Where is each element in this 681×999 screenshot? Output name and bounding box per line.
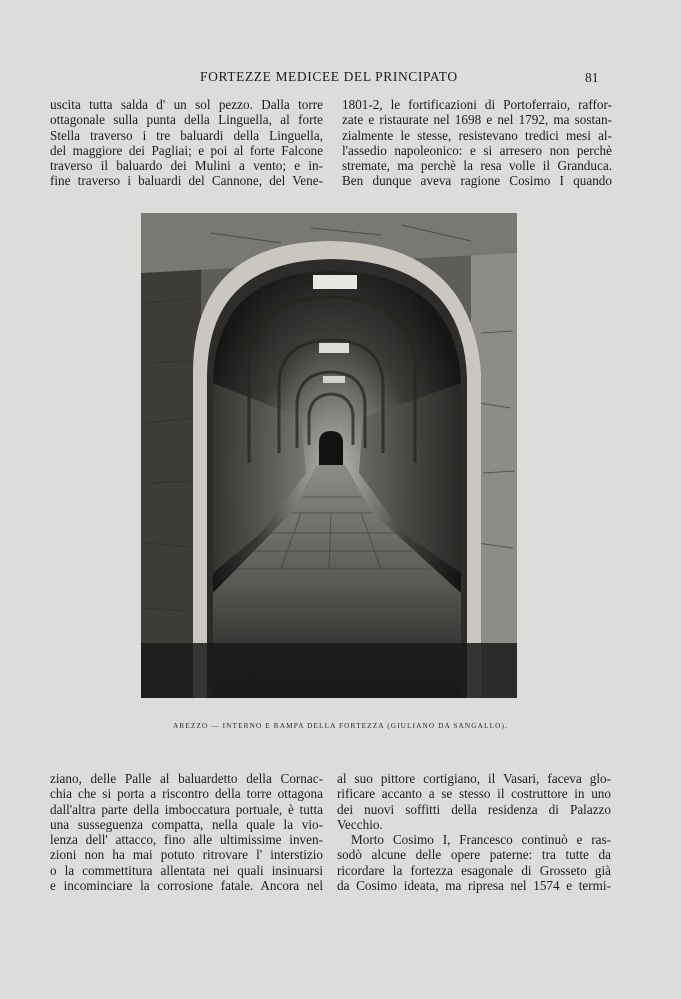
figure-caption: AREZZO — INTERNO E RAMPA DELLA FORTEZZA (GIULIANO DA SANGALLO). — [173, 721, 508, 730]
text-line: Ben dunque aveva ragione Cosimo I quando — [342, 173, 612, 189]
text-line: stremate, ma perchè la resa volle il Granduca. — [342, 158, 612, 174]
text-column-bottom-left — [50, 771, 323, 893]
text-column-top-left — [50, 97, 323, 189]
text-line: Morto Cosimo I, Francesco continuò e ras- — [351, 832, 611, 848]
text-line: fine traverso i baluardi del Cannone, del Vene- — [50, 173, 323, 189]
text-line: zioni non ha mai potuto ritrovare l' interstizio — [50, 847, 323, 863]
fortress-interior-photo — [141, 213, 517, 698]
text-line: e incominciare la corrosione fatale. Ancora nel — [50, 878, 323, 894]
text-line: ottagonale sulla punta della Linguella, al forte — [50, 112, 323, 128]
text-column-top-right — [342, 97, 612, 189]
text-line: o la commettitura allentata nei quali insinuarsi — [50, 862, 323, 878]
text-line: traverso il baluardo dei Mulini a vento; e in- — [50, 158, 323, 174]
running-title: FORTEZZE MEDICEE DEL PRINCIPATO — [200, 69, 458, 84]
text-line: zate e ristaurate nel 1698 e nel 1792, ma sostan- — [342, 112, 612, 128]
text-line: l'assedio napoleonico: e si arresero non perchè — [342, 142, 612, 158]
page-number: 81 — [585, 70, 599, 85]
text-line: lenza dell' attacco, fino alle ultimissime inven- — [50, 832, 323, 848]
text-line: da Cosimo ideata, ma ripresa nel 1574 e termi- — [337, 878, 611, 894]
text-line: zialmente le stesse, resistevano tredici mesi al- — [342, 127, 612, 143]
text-line: una susseguenza compatta, nella quale la vio- — [50, 816, 323, 832]
text-line: 1801-2, le fortificazioni di Portoferraio, raffor- — [342, 97, 612, 112]
text-line: ricordare la fortezza esagonale di Grosseto già — [337, 862, 611, 878]
text-line: del maggiore dei Pagliai; e poi al forte Falcone — [50, 142, 323, 158]
text-line: dei nuovi soffitti della residenza di Palazzo — [337, 801, 611, 817]
photo-illustration — [141, 213, 517, 698]
text-line: dall'altra parte della imboccatura portuale, è tutta — [50, 801, 323, 817]
text-line: rificare accanto a se stesso il costruttore in uno — [337, 786, 611, 802]
text-line: ziano, delle Palle al baluardetto della Cornac- — [50, 771, 323, 786]
text-column-bottom-right — [337, 771, 611, 893]
text-line: al suo pittore cortigiano, il Vasari, faceva glo- — [337, 771, 611, 786]
text-line: chia che si porta a riscontro della torre ottagona — [50, 786, 323, 802]
text-line: Vecchio. — [337, 816, 383, 832]
text-line: Stella traverso i tre baluardi della Linguella, — [50, 127, 323, 143]
text-line: uscita tutta salda d' un sol pezzo. Dalla torre — [50, 97, 323, 112]
text-line: sodò alcune delle opere paterne: tra tutte da — [337, 847, 611, 863]
